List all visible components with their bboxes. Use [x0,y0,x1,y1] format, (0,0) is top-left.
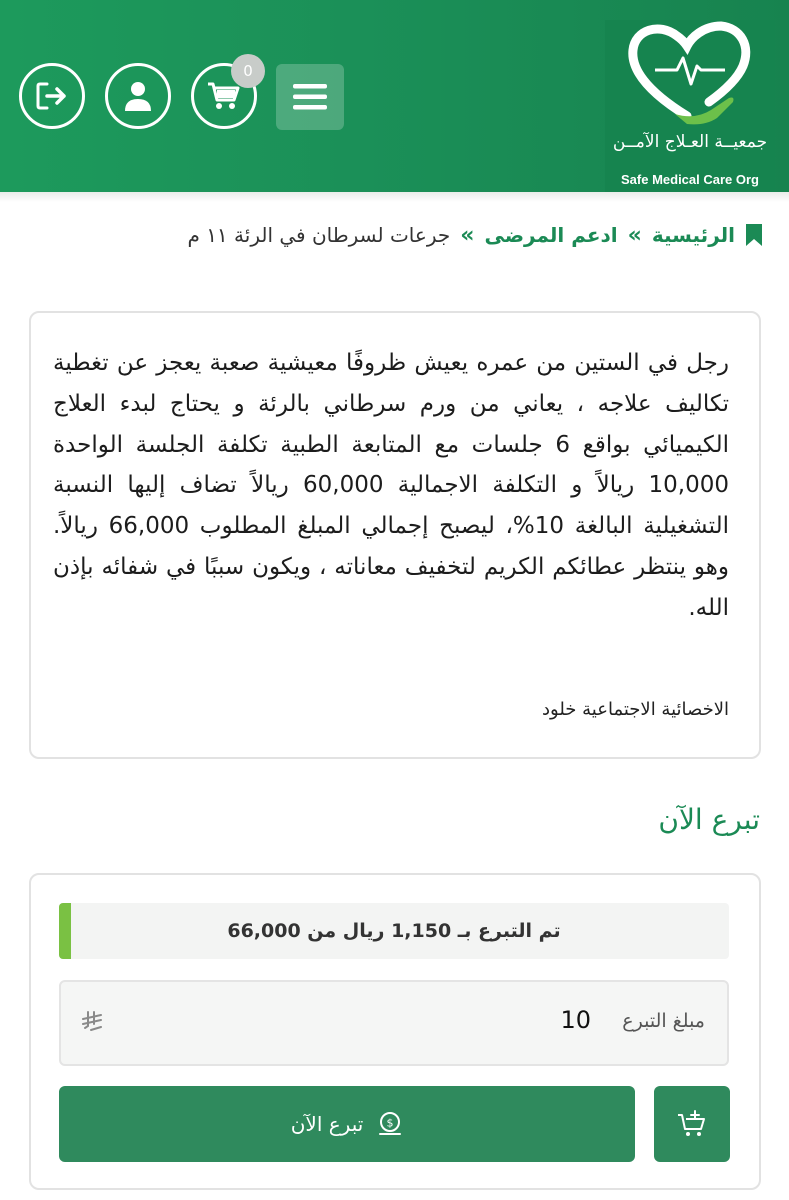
cart-count-badge: 0 [231,54,265,88]
case-description-text: رجل في الستين من عمره يعيش ظروفًا معيشية صعبة يعجز عن تغطية تكاليف علاجه ، يعاني من ورم سرطاني بالرئة و يحتاج لبدء العلاج الكيميائي بواقع 6 جلسات مع المتابعة الطبية تكلفة الجلسة الواحدة 10,000 ريالاً و التكلفة الاجمالية 60,000 ريالاً تضاف إليها النسبة التشغيلية البالغة 10%، ليصبح إجمالي المبلغ المطلوب 66,000 ريالاً. وهو ينتظر عطائكم الكريم لتخفيف معاناته ، ويكون سببًا في شفائه بإذن الله. [53,350,730,621]
breadcrumb-home-link[interactable]: الرئيسية [651,223,735,247]
donate-now-button[interactable] [59,1086,635,1162]
breadcrumb [187,218,763,252]
donate-now-label: تبرع الآن [290,1112,364,1136]
cart-plus-icon [677,1110,707,1138]
menu-icon [293,83,327,111]
donate-section-title: تبرع الآن [658,803,760,836]
case-description-card [29,311,761,759]
cart-icon [207,81,241,111]
breadcrumb-separator: » [627,222,642,248]
coin-hand-icon [377,1111,403,1137]
donation-amount-input[interactable]: 10 [560,1006,591,1034]
site-logo[interactable] [605,20,775,192]
bookmark-icon [745,223,763,247]
donation-progress-text: تم التبرع بـ 1,150 ريال من 66,000 [227,920,561,942]
logo-arabic-name: جمعيــة العـلاج الآمــن [612,132,768,152]
donation-progress-bar [59,903,729,959]
breadcrumb-separator: » [460,222,475,248]
svg-text:$: $ [386,1116,394,1130]
add-to-cart-button[interactable] [654,1086,730,1162]
breadcrumb-current: جرعات لسرطان في الرئة ١١ م [187,223,451,247]
logout-button[interactable] [19,63,85,129]
account-button[interactable] [105,63,171,129]
logout-icon [35,81,69,111]
menu-button[interactable] [276,64,344,130]
header-divider [0,192,789,202]
breadcrumb-section-link[interactable]: ادعم المرضى [484,223,618,247]
case-signature: الاخصائية الاجتماعية خلود [542,699,729,720]
logo-english-name: Safe Medical Care Org [621,172,759,187]
heart-hand-logo-icon [625,20,755,132]
donation-amount-field[interactable] [59,980,729,1066]
donation-amount-label: مبلغ التبرع [622,1010,705,1032]
user-icon [123,80,153,112]
riyal-currency-icon [81,1010,103,1037]
site-header [0,0,789,192]
